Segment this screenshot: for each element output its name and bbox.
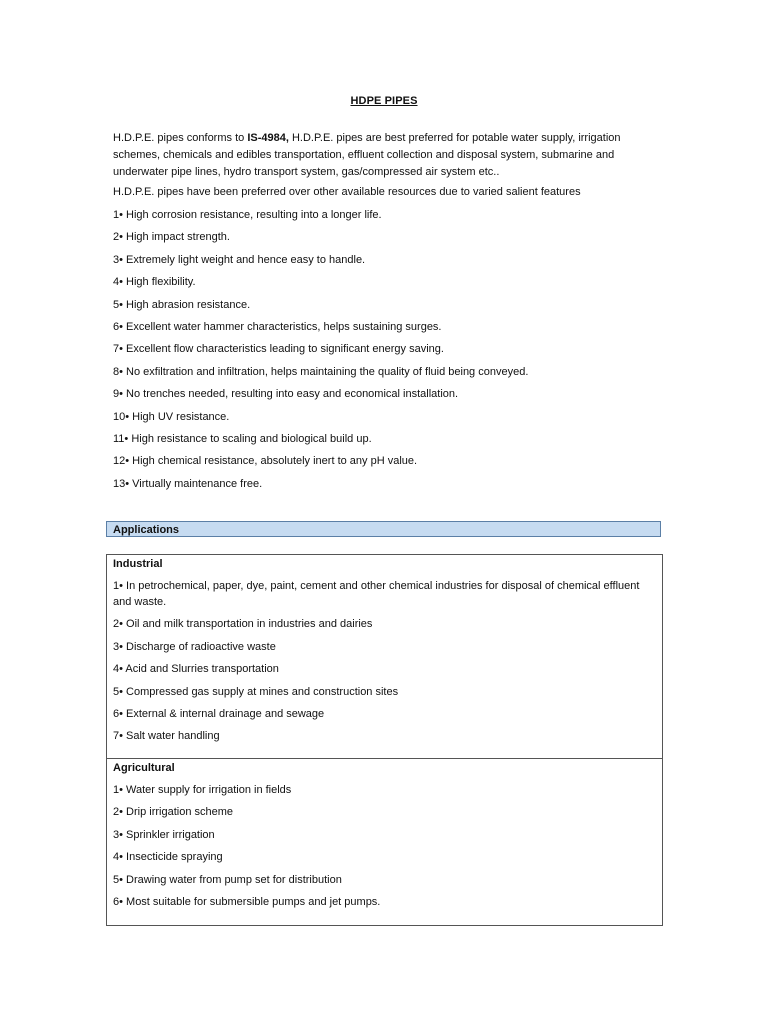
feature-item: 3• Extremely light weight and hence easy to handle. — [113, 253, 366, 266]
list-item: 2• Drip irrigation scheme — [113, 806, 234, 819]
feature-item: 6• Excellent water hammer characteristics, helps sustaining surges. — [113, 320, 442, 333]
industrial-title: Industrial — [113, 558, 163, 570]
intro-line-3: underwater pipe lines, hydro transport system, gas/compressed air system etc.. — [113, 166, 500, 178]
standard-code: IS-4984, — [247, 132, 289, 144]
list-item: 5• Drawing water from pump set for distribution — [113, 873, 342, 886]
list-item: 3• Sprinkler irrigation — [113, 828, 215, 841]
feature-item: 11• High resistance to scaling and biological build up. — [113, 432, 372, 445]
feature-item: 10• High UV resistance. — [113, 410, 230, 423]
list-item: 4• Insecticide spraying — [113, 851, 223, 864]
industrial-list — [113, 578, 653, 751]
industrial-section — [107, 555, 662, 759]
agricultural-title: Agricultural — [113, 762, 175, 774]
applications-table — [106, 554, 663, 926]
intro-line-1 — [113, 130, 653, 147]
agricultural-list — [113, 782, 653, 916]
list-item: 6• External & internal drainage and sewage — [113, 707, 325, 720]
list-item: 7• Salt water handling — [113, 730, 220, 743]
intro-line-1-post: H.D.P.E. pipes are best preferred for potable water supply, irrigation — [288, 132, 621, 144]
feature-item: 12• High chemical resistance, absolutely inert to any pH value. — [113, 455, 418, 468]
feature-item: 9• No trenches needed, resulting into easy and economical installation. — [113, 388, 459, 401]
agricultural-section — [107, 759, 662, 925]
feature-item: 1• High corrosion resistance, resulting into a longer life. — [113, 209, 382, 221]
intro-line-1-pre: H.D.P.E. pipes conforms to — [113, 132, 248, 144]
list-item: 4• Acid and Slurries transportation — [113, 663, 279, 676]
feature-item: 4• High flexibility. — [113, 276, 196, 289]
intro-line-4: H.D.P.E. pipes have been preferred over other available resources due to varied salient features — [113, 186, 581, 198]
list-item: 1• In petrochemical, paper, dye, paint, cement and other chemical industries for disposal of chemical effluent and waste. — [113, 580, 640, 608]
feature-item: 5• High abrasion resistance. — [113, 298, 251, 311]
feature-item: 8• No exfiltration and infiltration, helps maintaining the quality of fluid being conveyed. — [113, 365, 529, 378]
list-item: 5• Compressed gas supply at mines and construction sites — [113, 685, 399, 698]
feature-item: 2• High impact strength. — [113, 231, 230, 244]
feature-item: 13• Virtually maintenance free. — [113, 477, 263, 490]
list-item: 2• Oil and milk transportation in industries and dairies — [113, 618, 373, 631]
list-item: 3• Discharge of radioactive waste — [113, 640, 276, 653]
applications-header: Applications — [106, 521, 661, 537]
intro-paragraph — [113, 130, 653, 181]
intro-line-2: schemes, chemicals and edibles transportation, effluent collection and disposal system, submarine and — [113, 149, 615, 161]
features-list — [113, 207, 528, 498]
list-item: 6• Most suitable for submersible pumps and jet pumps. — [113, 895, 381, 908]
page-title: HDPE PIPES — [350, 95, 418, 107]
feature-item: 7• Excellent flow characteristics leading to significant energy saving. — [113, 343, 444, 356]
list-item: 1• Water supply for irrigation in fields — [113, 784, 292, 796]
